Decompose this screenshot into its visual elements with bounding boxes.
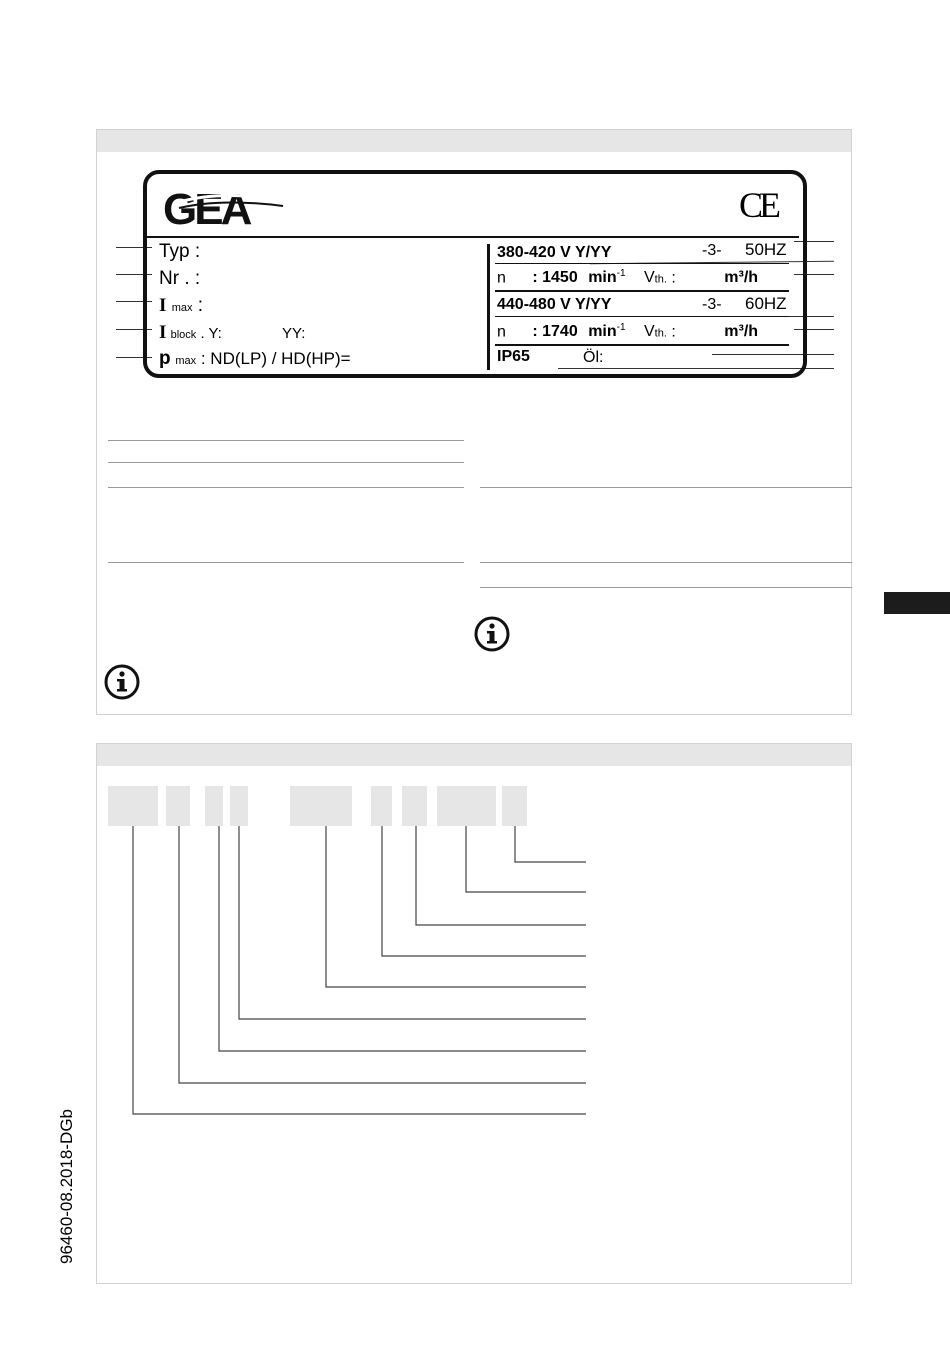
pmax-label: p max : ND(LP) / HD(HP)= (159, 348, 351, 369)
freq-60hz: 60HZ (745, 294, 787, 313)
freq-50hz: 50HZ (745, 240, 787, 259)
document-number: 96460-08.2018-DGb (57, 1108, 76, 1264)
oil-label: Öl: (583, 349, 604, 366)
voltage-60hz: 440-480 V Y/YY (497, 296, 612, 313)
typ-label: Typ : (159, 241, 201, 262)
logo-text: GEA (163, 185, 250, 230)
speed-row-50hz: n : 1450 $\min^{-1}$ Vth. : m³/h (497, 268, 759, 287)
ip-rating: IP65 (497, 348, 530, 365)
iblock-label: I block . Y: YY: (159, 322, 306, 343)
speed-row-60hz: n : 1740 $\min^{-1}$ Vth. : m³/h (497, 322, 759, 341)
imax-label: I max : (159, 295, 204, 316)
voltage-50hz: 380-420 V Y/YY (497, 244, 612, 261)
phase-50hz: -3- (702, 242, 722, 259)
nr-label: Nr . : (159, 268, 201, 289)
phase-60hz: -3- (702, 296, 722, 313)
ce-mark: CE (739, 185, 778, 225)
